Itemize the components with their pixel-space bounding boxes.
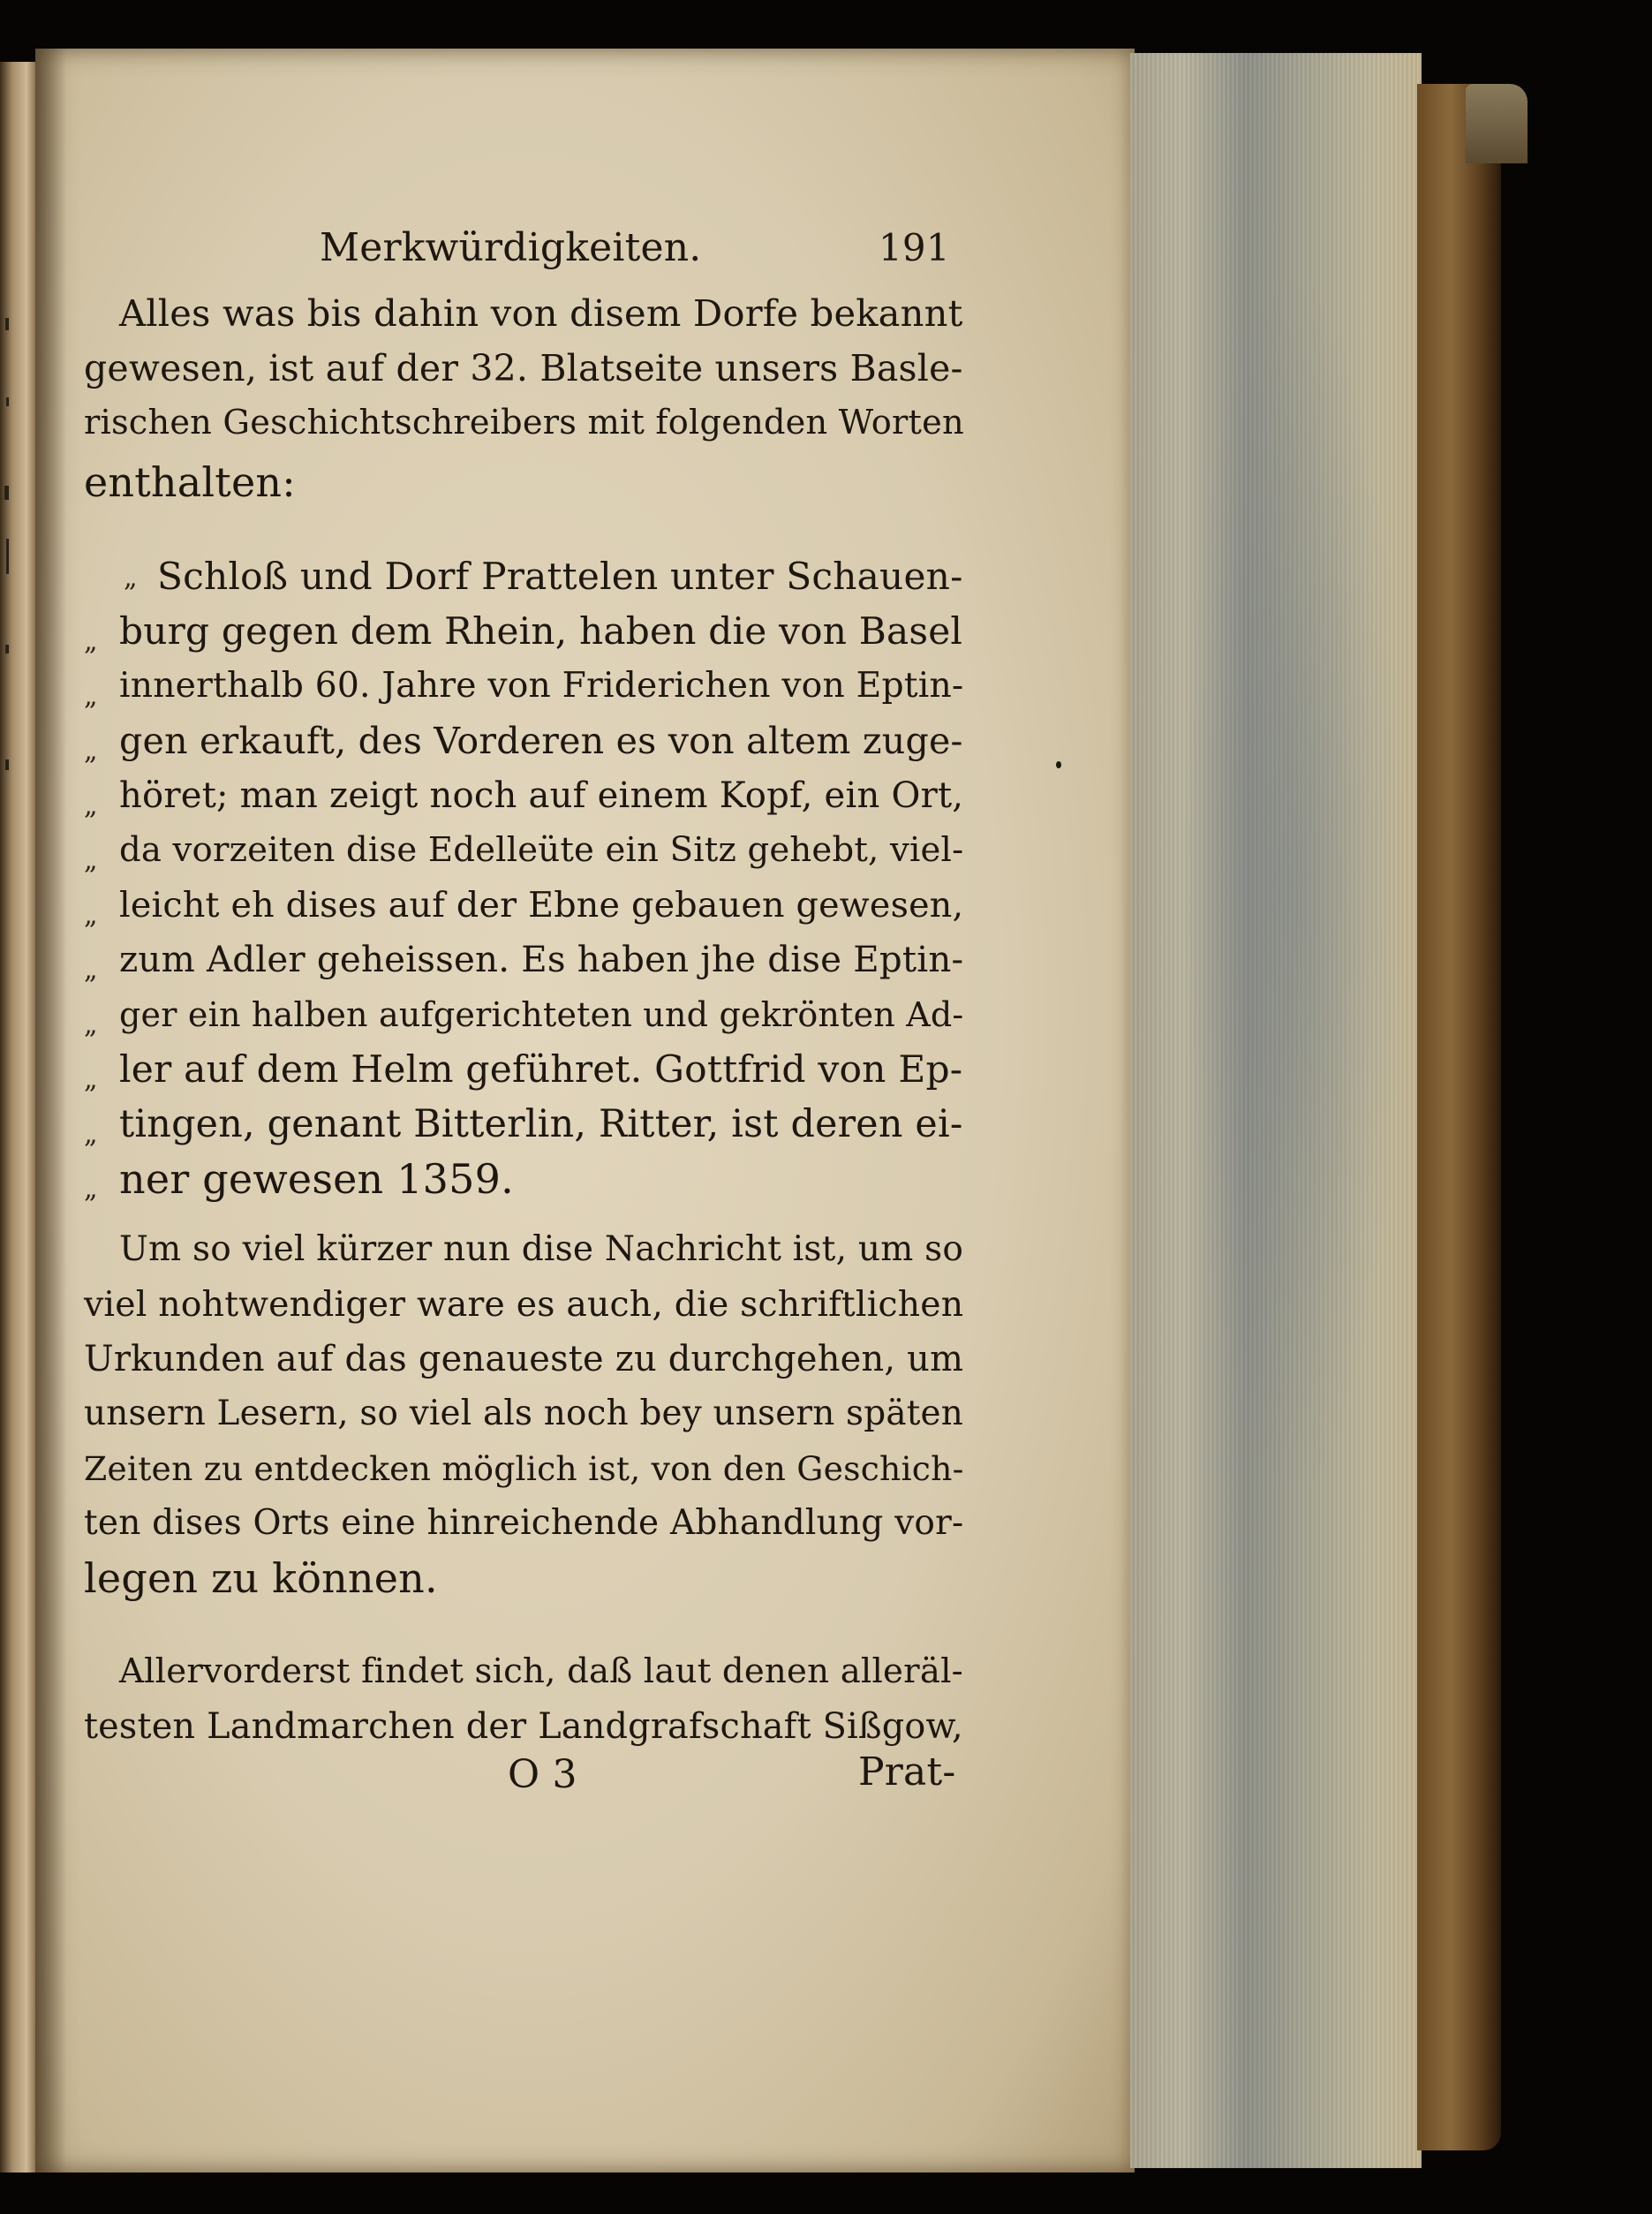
quote-mark: „ — [124, 563, 138, 593]
paragraph3-line-2: testen Landmarchen der Landgrafschaft Sißgow, — [84, 1706, 963, 1747]
quote-mark: „ — [84, 845, 98, 876]
quotation-line-6: da vorzeiten dise Edelleüte ein Sitz gehebt, viel- — [119, 830, 964, 870]
quote-mark: „ — [84, 955, 98, 986]
quote-mark: „ — [84, 1119, 98, 1150]
quotation-line-7: leicht eh dises auf der Ebne gebauen gewesen, — [119, 885, 964, 926]
paragraph2-line-5: Zeiten zu entdecken möglich ist, von den Geschich- — [84, 1449, 964, 1488]
paragraph2-line-1: Um so viel kürzer nun dise Nachricht ist, um so — [119, 1229, 964, 1269]
quote-mark: „ — [84, 736, 98, 767]
quote-mark: „ — [84, 1064, 98, 1095]
catchword: Prat- — [858, 1749, 956, 1795]
page-number: 191 — [879, 226, 950, 269]
paragraph3-line-1: Allervorderst findet sich, daß laut denen alleräl- — [119, 1651, 963, 1691]
quotation-line-8: zum Adler geheissen. Es haben jhe dise Eptin- — [119, 939, 964, 980]
paragraph1-line-4: enthalten: — [84, 458, 296, 506]
paragraph2-line-7: legen zu können. — [84, 1554, 438, 1602]
quotation-line-12: ner gewesen 1359. — [119, 1155, 514, 1203]
paragraph2-line-3: Urkunden auf das genaueste zu durchgehen, um — [84, 1339, 964, 1379]
quotation-line-9: ger ein halben aufgerichteten und gekrönten Ad- — [119, 995, 964, 1034]
signature-mark: O 3 — [508, 1752, 577, 1797]
paragraph2-line-2: viel nohtwendiger ware es auch, die schriftlichen — [84, 1284, 964, 1325]
paragraph1-line-1: Alles was bis dahin von disem Dorfe bekannt — [119, 291, 963, 335]
paragraph2-line-4: unsern Lesern, so viel als noch bey unsern späten — [84, 1394, 964, 1433]
quotation-line-10: ler auf dem Helm geführet. Gottfrid von Ep- — [119, 1047, 963, 1091]
quote-mark: „ — [84, 1174, 98, 1205]
paragraph2-line-6: ten dises Orts eine hinreichende Abhandlung vor- — [84, 1503, 964, 1543]
quote-mark: „ — [84, 681, 98, 712]
quotation-line-2: burg gegen dem Rhein, haben die von Basel — [119, 609, 963, 653]
quotation-line-1: Schloß und Dorf Prattelen unter Schauen- — [157, 555, 963, 598]
quotation-line-3: innerthalb 60. Jahre von Friderichen von Eptin- — [119, 666, 964, 706]
running-title: Merkwürdigkeiten. — [320, 225, 702, 270]
quote-mark: „ — [84, 900, 98, 931]
quotation-line-4: gen erkauft, des Vorderen es von altem zuge- — [119, 720, 963, 762]
quote-mark: „ — [84, 790, 98, 821]
quote-mark: „ — [84, 626, 98, 657]
quotation-line-5: höret; man zeigt noch auf einem Kopf, ein Ort, — [119, 775, 964, 816]
paragraph1-line-3: rischen Geschichtschreibers mit folgenden Worten — [84, 403, 964, 442]
paragraph1-line-2: gewesen, ist auf der 32. Blatseite unsers Basle- — [84, 347, 963, 389]
quote-mark: „ — [84, 1009, 98, 1040]
quotation-line-11: tingen, genant Bitterlin, Ritter, ist deren ei- — [119, 1102, 963, 1146]
